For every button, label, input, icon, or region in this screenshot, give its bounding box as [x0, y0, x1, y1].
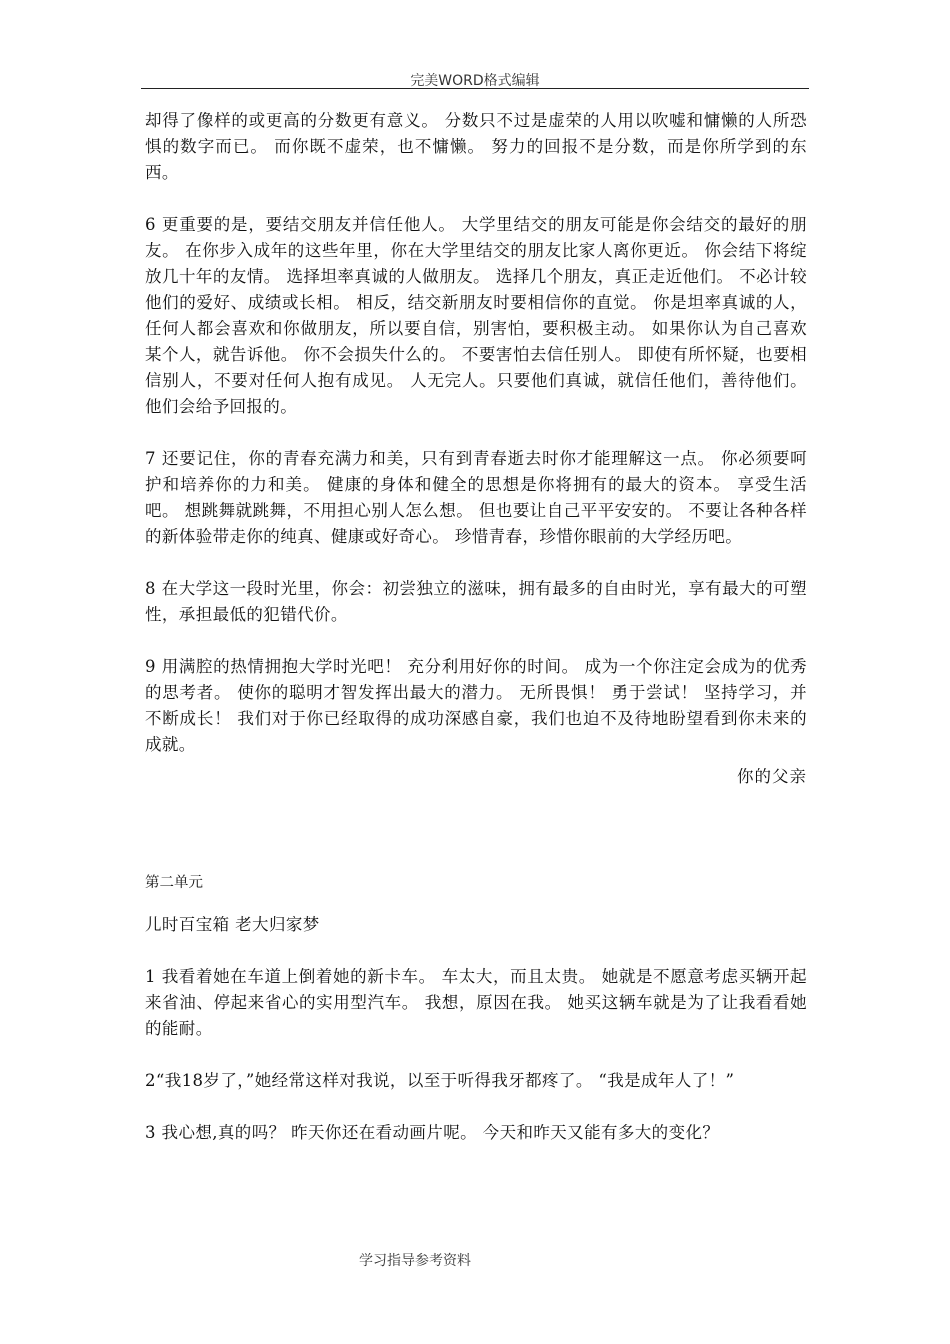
- letter-signature: 你的父亲: [737, 767, 807, 786]
- paragraph-continued: 却得了像样的或更高的分数更有意义。 分数只不过是虚荣的人用以吹嘘和慵懒的人所恐惧的数字而已。 而你既不虚荣，也不慵懒。 努力的回报不是分数，而是你所学到的东西。: [145, 111, 807, 182]
- paragraph-2: 2“我18岁了，”她经常这样对我说，以至于听得我牙都疼了。 “我是成年人了！”: [145, 1071, 735, 1090]
- unit-heading: 第二单元: [145, 875, 203, 891]
- paragraph-7: 7 还要记住，你的青春充满力和美，只有到青春逝去时你才能理解这一点。 你必须要呵护和培养你的力和美。 健康的身体和健全的思想是你将拥有的最大的资本。 享受生活吧。 想跳舞就跳舞，不用担心别人怎么想。 但也要让自己平平安安的。 不要让各种各样的新体验带走你的纯真、健康或好奇心。 珍惜青春，珍惜你眼前的大学经历吧。: [145, 449, 807, 546]
- paragraph-6: 6 更重要的是，要结交朋友并信任他人。 大学里结交的朋友可能是你会结交的最好的朋友。 在你步入成年的这些年里，你在大学里结交的朋友比家人离你更近。 你会结下将绽放几十年的友情。 选择坦率真诚的人做朋友。 选择几个朋友，真正走近他们。 不必计较他们的爱好、成绩或长相。 相反，结交新朋友时要相信你的直觉。 你是坦率真诚的人，任何人都会喜欢和你做朋友，所以要自信，别害怕，要积极主动。 如果你认为自己喜欢某个人，就告诉他。 你不会损失什么的。 不要害怕去信任别人。 即使有所怀疑，也要相信别人，不要对任何人抱有成见。 人无完人。只要他们真诚，就信任他们，善待他们。 他们会给予回报的。: [145, 215, 807, 416]
- page-footer: 学习指导参考资料: [359, 1253, 471, 1269]
- paragraph-8: 8 在大学这一段时光里，你会：初尝独立的滋味，拥有最多的自由时光，享有最大的可塑性，承担最低的犯错代价。: [145, 579, 807, 624]
- page-header: 完美WORD格式编辑: [410, 73, 540, 89]
- paragraph-3: 3 我心想,真的吗？ 昨天你还在看动画片呢。 今天和昨天又能有多大的变化？: [145, 1123, 720, 1142]
- lesson-title: 儿时百宝箱 老大归家梦: [145, 915, 320, 934]
- paragraph-1: 1 我看着她在车道上倒着她的新卡车。 车太大，而且太贵。 她就是不愿意考虑买辆开起来省油、停起来省心的实用型汽车。 我想，原因在我。 她买这辆车就是为了让我看看她的能耐。: [145, 967, 807, 1038]
- document-body: [145, 108, 807, 1172]
- paragraph-9: 9 用满腔的热情拥抱大学时光吧！ 充分利用好你的时间。 成为一个你注定会成为的优秀的思考者。 使你的聪明才智发挥出最大的潜力。 无所畏惧！ 勇于尝试！ 坚持学习，并不断成长！ 我们对于你已经取得的成功深感自豪，我们也迫不及待地盼望看到你未来的成就。: [145, 657, 807, 754]
- header-divider: [141, 88, 809, 89]
